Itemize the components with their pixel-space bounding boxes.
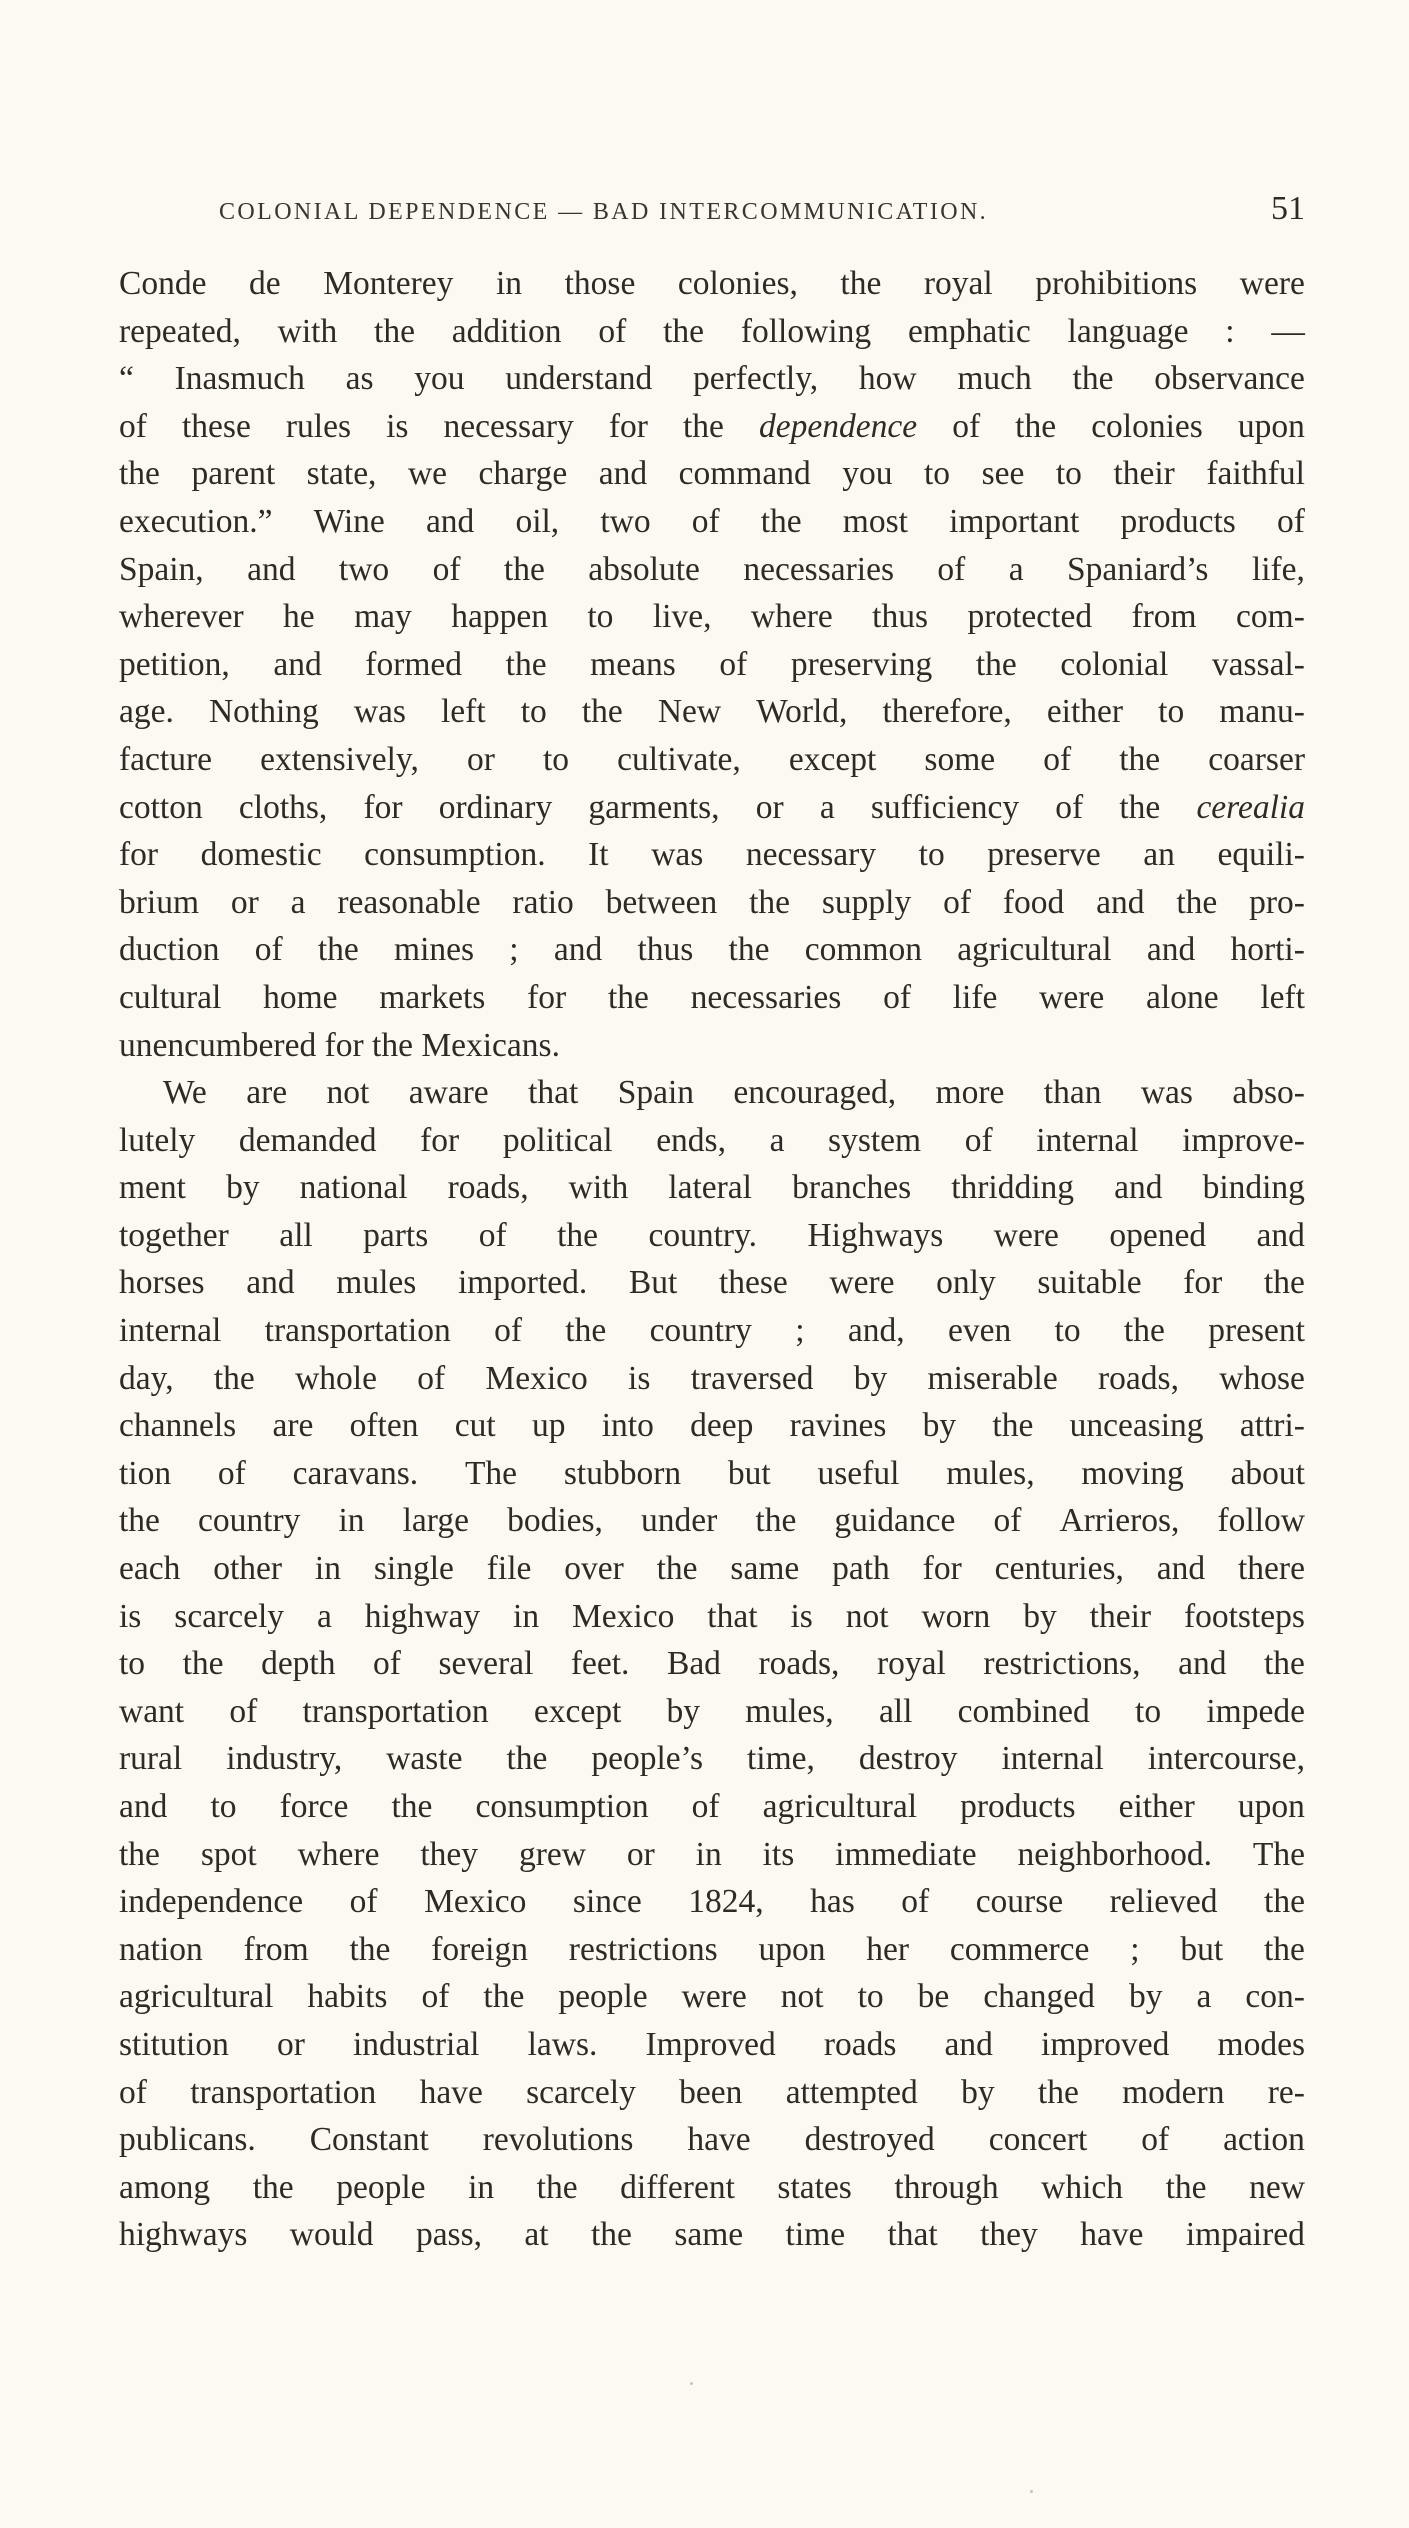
text-line: brium or a reasonable ratio between the supply of food and the pro- — [119, 883, 1305, 921]
text-line: duction of the mines ; and thus the common agricultural and horti- — [119, 931, 1305, 969]
text-line: is scarcely a highway in Mexico that is not worn by their footsteps — [119, 1597, 1305, 1635]
paper-speck — [690, 2382, 693, 2385]
paragraph — [119, 1069, 1305, 2259]
text-line: agricultural habits of the people were not to be changed by a con- — [119, 1978, 1305, 2016]
text-line: cotton cloths, for ordinary garments, or a sufficiency of the cerealia — [119, 788, 1305, 826]
text-line: the spot where they grew or in its immediate neighborhood. The — [119, 1835, 1305, 1873]
text-line: facture extensively, or to cultivate, except some of the coarser — [119, 740, 1305, 778]
text-line: publicans. Constant revolutions have destroyed concert of action — [119, 2121, 1305, 2159]
text-line: the country in large bodies, under the guidance of Arrieros, follow — [119, 1502, 1305, 1540]
text-line: “ Inasmuch as you understand perfectly, how much the observance — [119, 360, 1305, 398]
text-line: to the depth of several feet. Bad roads, royal restrictions, and the — [119, 1645, 1305, 1683]
text-line: unencumbered for the Mexicans. — [119, 1026, 560, 1064]
text-line: age. Nothing was left to the New World, therefore, either to manu- — [119, 693, 1305, 731]
text-line: execution.” Wine and oil, two of the most important products of — [119, 502, 1305, 540]
running-title: COLONIAL DEPENDENCE — BAD INTERCOMMUNICATION. — [219, 199, 989, 225]
text-line: lutely demanded for political ends, a system of internal improve- — [119, 1121, 1305, 1159]
text-line: each other in single file over the same path for centuries, and there — [119, 1550, 1305, 1588]
text-line: nation from the foreign restrictions upon her commerce ; but the — [119, 1930, 1305, 1968]
text-line: of transportation have scarcely been attempted by the modern re- — [119, 2073, 1305, 2111]
body-text — [119, 260, 1305, 2259]
text-line: day, the whole of Mexico is traversed by miserable roads, whose — [119, 1359, 1305, 1397]
text-line: together all parts of the country. Highways were opened and — [119, 1216, 1305, 1254]
text-line: highways would pass, at the same time that they have impaired — [119, 2216, 1305, 2254]
text-line: internal transportation of the country ; and, even to the present — [119, 1312, 1305, 1350]
paper-speck — [1030, 2490, 1033, 2493]
text-line: rural industry, waste the people’s time, destroy internal intercourse, — [119, 1740, 1305, 1778]
text-line: We are not aware that Spain encouraged, more than was abso- — [163, 1074, 1305, 1112]
text-line: ment by national roads, with lateral branches thridding and binding — [119, 1169, 1305, 1207]
text-line: for domestic consumption. It was necessary to preserve an equili- — [119, 836, 1305, 874]
text-line: horses and mules imported. But these were only suitable for the — [119, 1264, 1305, 1302]
text-line: stitution or industrial laws. Improved roads and improved modes — [119, 2025, 1305, 2063]
text-line: want of transportation except by mules, all combined to impede — [119, 1692, 1305, 1730]
text-line: and to force the consumption of agricultural products either upon — [119, 1788, 1305, 1825]
text-line: of these rules is necessary for the dependence of the colonies upon — [119, 407, 1305, 445]
text-line: repeated, with the addition of the following emphatic language : — — [119, 312, 1305, 350]
text-line: cultural home markets for the necessaries of life were alone left — [119, 978, 1305, 1016]
text-line: the parent state, we charge and command you to see to their faithful — [119, 455, 1305, 493]
text-line: channels are often cut up into deep ravines by the unceasing attri- — [119, 1407, 1305, 1445]
text-line: independence of Mexico since 1824, has of course relieved the — [119, 1883, 1305, 1921]
text-line: petition, and formed the means of preserving the colonial vassal- — [119, 645, 1305, 683]
text-line: among the people in the different states through which the new — [119, 2168, 1305, 2206]
running-head — [119, 190, 1305, 242]
text-line: Spain, and two of the absolute necessaries of a Spaniard’s life, — [119, 550, 1305, 588]
text-line: wherever he may happen to live, where thus protected from com- — [119, 598, 1305, 636]
text-line: Conde de Monterey in those colonies, the royal prohibitions were — [119, 265, 1305, 302]
paragraph — [119, 260, 1305, 1069]
text-line: tion of caravans. The stubborn but useful mules, moving about — [119, 1454, 1305, 1492]
book-page — [119, 190, 1305, 2259]
page-number: 51 — [1271, 190, 1305, 227]
